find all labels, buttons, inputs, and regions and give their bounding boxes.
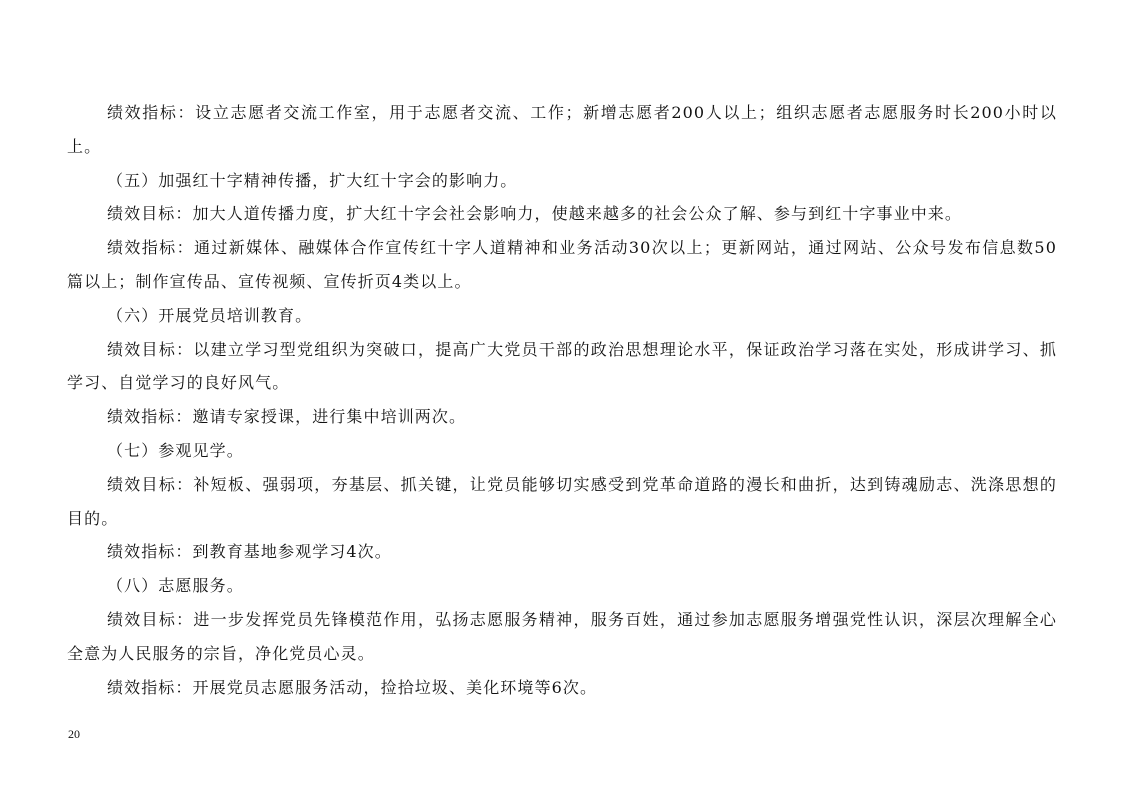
paragraph-visit-goal: 绩效目标：补短板、强弱项，夯基层、抓关键，让党员能够切实感受到党革命道路的漫长和曲折，达到铸魂励志、洗涤思想的目的。 [67,474,1057,528]
paragraph-training-goal: 绩效目标：以建立学习型党组织为突破口，提高广大党员干部的政治思想理论水平，保证政治学习落在实处，形成讲学习、抓学习、自觉学习的良好风气。 [67,339,1057,393]
paragraph-propagation-indicator: 绩效指标：通过新媒体、融媒体合作宣传红十字人道精神和业务活动30次以上；更新网站，通过网站、公众号发布信息数50篇以上；制作宣传品、宣传视频、宣传折页4类以上。 [67,238,1057,291]
paragraph-service-goal: 绩效目标：进一步发挥党员先锋模范作用，弘扬志愿服务精神，服务百姓，通过参加志愿服务增强党性认识，深层次理解全心全意为人民服务的宗旨，净化党员心灵。 [67,609,1057,663]
section-heading-6: （六）开展党员培训教育。 [107,305,313,325]
section-heading-8: （八）志愿服务。 [107,576,244,596]
paragraph-training-indicator: 绩效指标：邀请专家授课，进行集中培训两次。 [107,407,467,427]
paragraph-service-indicator: 绩效指标：开展党员志愿服务活动，捡拾垃圾、美化环境等6次。 [107,677,598,697]
paragraph-propagation-goal: 绩效目标：加大人道传播力度，扩大红十字会社会影响力，使越来越多的社会公众了解、参与到红十字事业中来。 [107,204,963,224]
page-number: 20 [68,727,80,741]
paragraph-volunteer-indicator: 绩效指标：设立志愿者交流工作室，用于志愿者交流、工作；新增志愿者200人以上；组织志愿者志愿服务时长200小时以上。 [67,103,1057,156]
section-heading-5: （五）加强红十字精神传播，扩大红十字会的影响力。 [107,170,518,190]
section-heading-7: （七）参观见学。 [107,440,244,460]
document-body [67,96,1057,704]
paragraph-visit-indicator: 绩效指标：到教育基地参观学习4次。 [107,542,392,562]
